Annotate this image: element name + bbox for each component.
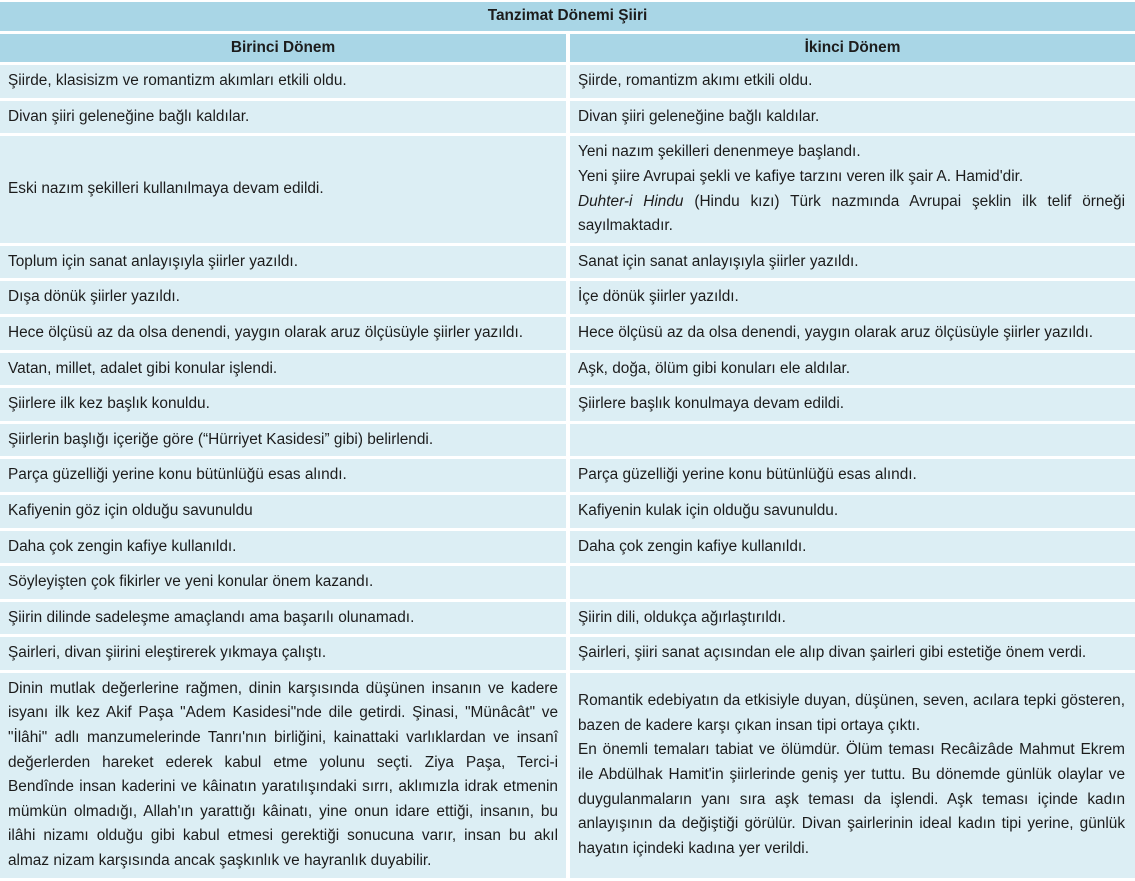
column-header-second-period: İkinci Dönem <box>570 34 1135 63</box>
table-row <box>0 531 1135 564</box>
table-row <box>0 65 1135 98</box>
cell-text: Romantik edebiyatın da etkisiyle duyan, düşünen, seven, acılara tepki gösteren, bazen de kadere karşı çıkan insan tipi ortaya çıktı. <box>578 692 1126 734</box>
cell-second-period <box>570 101 1135 134</box>
cell-text: Hece ölçüsü az da olsa denendi, yaygın olarak aruz ölçüsüyle şiirler yazıldı. <box>578 323 1094 341</box>
cell-text: Şiirlere başlık konulmaya devam edildi. <box>578 395 845 413</box>
table-row <box>0 317 1135 350</box>
table-title: Tanzimat Dönemi Şiiri <box>0 2 1135 31</box>
cell-text: Divan şiiri geleneğine bağlı kaldılar. <box>578 107 820 125</box>
cell-text: Şairleri, şiiri sanat açısından ele alıp divan şairleri gibi estetiğe önem verdi. <box>578 644 1087 662</box>
cell-text: Şiirlere ilk kez başlık konuldu. <box>8 395 210 413</box>
table-row <box>0 602 1135 635</box>
cell-text: Eski nazım şekilleri kullanılmaya devam edildi. <box>8 180 324 198</box>
cell-text: Yeni nazım şekilleri denenmeye başlandı. <box>578 143 861 161</box>
cell-first-period <box>0 317 570 350</box>
cell-text: Vatan, millet, adalet gibi konular işlendi. <box>8 359 278 377</box>
table-row <box>0 566 1135 599</box>
cell-second-period <box>570 602 1135 635</box>
cell-text: Şiirde, romantizm akımı etkili oldu. <box>578 72 813 90</box>
cell-first-period <box>0 65 570 98</box>
table-row <box>0 495 1135 528</box>
cell-first-period <box>0 637 570 670</box>
cell-text: En önemli temaları tabiat ve ölümdür. Ölüm teması Recâizâde Mahmut Ekrem ile Abdülhak Hamit'in şiirlerinde geniş yer tuttu. Bu dönemde günlük olaylar ve duygulanmaların yanı sıra aşk teması da işlendi. Aşk teması içinde kadın anlayışının da değiştiği görülür. Divan şairlerinin ideal kadın tipi yerine, günlük hayatın içindeki kadına yer verildi. <box>578 741 1126 857</box>
table-row <box>0 637 1135 670</box>
cell-text: Söyleyişten çok fikirler ve yeni konular önem kazandı. <box>8 573 374 591</box>
cell-text: Divan şiiri geleneğine bağlı kaldılar. <box>8 107 250 125</box>
table-title-row <box>0 2 1135 31</box>
cell-text: Yeni şiire Avrupai şekli ve kafiye tarzını veren ilk şair A. Hamid'dir. <box>578 167 1024 185</box>
cell-text: Toplum için sanat anlayışıyla şiirler yazıldı. <box>8 252 298 270</box>
cell-text: Hece ölçüsü az da olsa denendi, yaygın olarak aruz ölçüsüyle şiirler yazıldı. <box>8 323 524 341</box>
cell-first-period <box>0 388 570 421</box>
cell-first-period <box>0 459 570 492</box>
cell-first-period <box>0 353 570 386</box>
cell-text <box>578 190 1125 239</box>
cell-text: Kafiyenin göz için olduğu savunuldu <box>8 501 253 519</box>
cell-first-period <box>0 673 570 878</box>
cell-text: Parça güzelliği yerine konu bütünlüğü esas alındı. <box>578 466 917 484</box>
cell-text: Daha çok zengin kafiye kullanıldı. <box>578 537 807 555</box>
table-row <box>0 136 1135 242</box>
column-header-first-period: Birinci Dönem <box>0 34 570 63</box>
cell-text: Şairleri, divan şiirini eleştirerek yıkmaya çalıştı. <box>8 644 327 662</box>
cell-first-period <box>0 424 570 457</box>
cell-second-period <box>570 317 1135 350</box>
cell-text-rest: (Hindu kızı) Türk nazmında Avrupai şeklin ilk telif örneği sayılmaktadır. <box>578 192 1126 235</box>
table-row <box>0 424 1135 457</box>
cell-second-period <box>570 673 1135 878</box>
cell-first-period <box>0 136 570 242</box>
cell-second-period <box>570 388 1135 421</box>
cell-text: Parça güzelliği yerine konu bütünlüğü esas alındı. <box>8 466 347 484</box>
table-row <box>0 388 1135 421</box>
table-row <box>0 459 1135 492</box>
cell-second-period <box>570 136 1135 242</box>
work-title: Duhter-i Hindu <box>578 192 684 210</box>
cell-first-period <box>0 101 570 134</box>
cell-second-period <box>570 495 1135 528</box>
table-row <box>0 101 1135 134</box>
cell-text: Şiirin dili, oldukça ağırlaştırıldı. <box>578 608 786 626</box>
cell-text: Şiirde, klasisizm ve romantizm akımları etkili oldu. <box>8 72 347 90</box>
cell-text: Dışa dönük şiirler yazıldı. <box>8 288 180 306</box>
cell-text: Şiirlerin başlığı içeriğe göre (“Hürriyet Kasidesi” gibi) belirlendi. <box>8 430 434 448</box>
cell-second-period <box>570 65 1135 98</box>
cell-first-period <box>0 531 570 564</box>
cell-second-period <box>570 246 1135 279</box>
cell-text: Kafiyenin kulak için olduğu savunuldu. <box>578 501 839 519</box>
cell-second-period-empty <box>570 566 1135 599</box>
cell-second-period <box>570 281 1135 314</box>
cell-text: Sanat için sanat anlayışıyla şiirler yazıldı. <box>578 252 859 270</box>
cell-first-period <box>0 246 570 279</box>
cell-second-period <box>570 353 1135 386</box>
cell-text: Aşk, doğa, ölüm gibi konuları ele aldılar. <box>578 359 851 377</box>
table-header-row <box>0 34 1135 63</box>
cell-text: İçe dönük şiirler yazıldı. <box>578 288 739 306</box>
cell-second-period <box>570 459 1135 492</box>
cell-second-period <box>570 637 1135 670</box>
cell-first-period <box>0 281 570 314</box>
cell-first-period <box>0 602 570 635</box>
cell-first-period <box>0 495 570 528</box>
cell-text: Daha çok zengin kafiye kullanıldı. <box>8 537 237 555</box>
table-row <box>0 673 1135 878</box>
table-row <box>0 353 1135 386</box>
table-row <box>0 281 1135 314</box>
table-row <box>0 246 1135 279</box>
cell-second-period-empty <box>570 424 1135 457</box>
cell-text: Dinin mutlak değerlerine rağmen, dinin karşısında düşünen insanın ve kadere isyanı ilk kez Akif Paşa "Adem Kasidesi"nde dile getirdi. Şinasi, "Münâcât" ve "İlâhi" adlı manzumelerinde Tanrı'nın birliğini, kainattaki varlıklardan ve insanî değerlerden hareket ederek kabul etme yolunu seçti. Ziya Paşa, Terci-i Bendînde insan kaderini ve kâinatın yaratılışındaki sırrı, aklımızla idrak etmenin mümkün olmadığı, Allah'ın yarattığı kâinatı, yine onun idare ettiği, insanın, bu ilâhi nizamı olduğu gibi kabul etmesi gerektiği sonucuna varır, insan bu akıl almaz nizam karşısında ancak şaşkınlık ve hayranlık duyabilir. <box>8 679 558 870</box>
cell-first-period <box>0 566 570 599</box>
cell-second-period <box>570 531 1135 564</box>
cell-text: Şiirin dilinde sadeleşme amaçlandı ama başarılı olunamadı. <box>8 608 415 626</box>
